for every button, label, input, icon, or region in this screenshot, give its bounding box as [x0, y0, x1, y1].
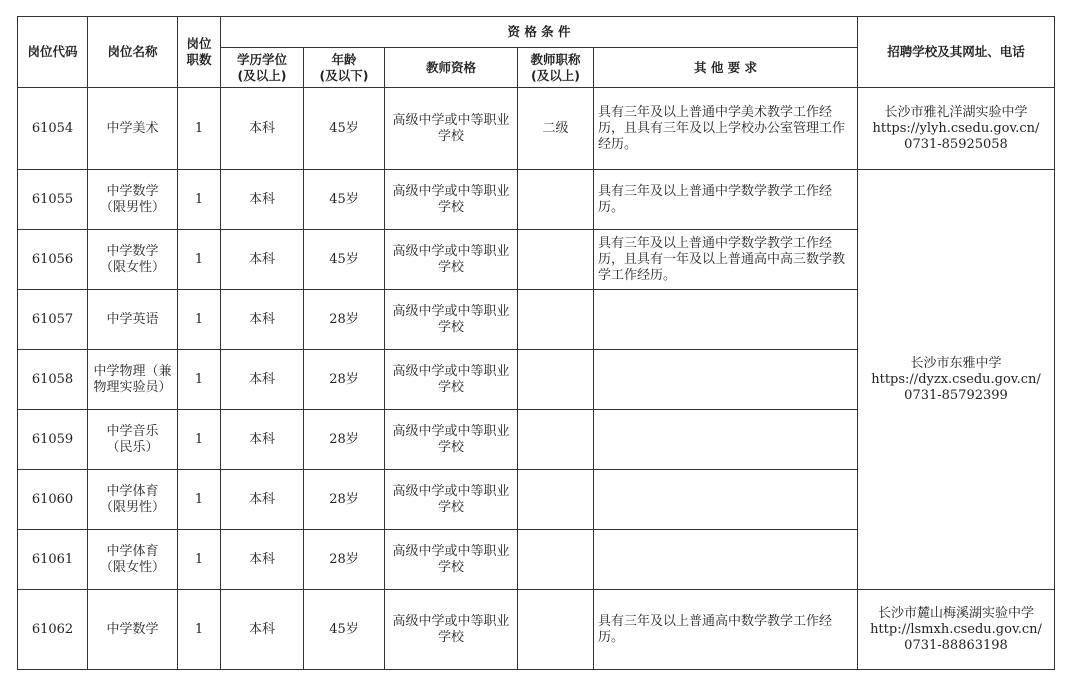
- header-name: 岗位名称: [88, 17, 178, 88]
- cell-name: 中学数学 （限男性）: [88, 170, 178, 230]
- cell-age: 45岁: [304, 88, 385, 170]
- header-school: 招聘学校及其网址、电话: [858, 17, 1055, 88]
- header-teacher-cert: 教师资格: [385, 48, 518, 88]
- cell-other: 具有三年及以上普通中学数学教学工作经历。: [594, 170, 858, 230]
- cell-name: 中学数学 （限女性）: [88, 230, 178, 290]
- school-phone: 0731-88863198: [904, 637, 1008, 653]
- cell-name: 中学美术: [88, 88, 178, 170]
- cell-other: 具有三年及以上普通中学美术教学工作经历，且具有三年及以上学校办公室管理工作经历。: [594, 88, 858, 170]
- cell-age: 28岁: [304, 290, 385, 350]
- school-name: 长沙市东雅中学: [910, 355, 1002, 371]
- cell-count: 1: [178, 530, 221, 590]
- cell-age: 28岁: [304, 470, 385, 530]
- cell-age: 28岁: [304, 350, 385, 410]
- cell-title: [518, 170, 594, 230]
- cell-code: 61062: [18, 590, 88, 670]
- school-url: https://ylyh.csedu.gov.cn/: [872, 120, 1040, 136]
- cell-code: 61055: [18, 170, 88, 230]
- cell-education: 本科: [221, 470, 304, 530]
- cell-cert: 高级中学或中等职业 学校: [385, 88, 518, 170]
- table-row: [18, 88, 1055, 170]
- header-qualifications: 资 格 条 件: [221, 17, 858, 48]
- cell-title: [518, 230, 594, 290]
- cell-other: [594, 290, 858, 350]
- cell-name: 中学体育 （限女性）: [88, 530, 178, 590]
- cell-count: 1: [178, 290, 221, 350]
- cell-code: 61056: [18, 230, 88, 290]
- cell-cert: 高级中学或中等职业 学校: [385, 170, 518, 230]
- cell-cert: 高级中学或中等职业 学校: [385, 230, 518, 290]
- cell-code: 61061: [18, 530, 88, 590]
- cell-cert: 高级中学或中等职业 学校: [385, 470, 518, 530]
- cell-count: 1: [178, 410, 221, 470]
- school-name: 长沙市雅礼洋湖实验中学: [884, 104, 1028, 120]
- school-phone: 0731-85792399: [904, 387, 1008, 403]
- cell-count: 1: [178, 350, 221, 410]
- cell-name: 中学物理（兼 物理实验员）: [88, 350, 178, 410]
- cell-age: 28岁: [304, 410, 385, 470]
- cell-cert: 高级中学或中等职业 学校: [385, 530, 518, 590]
- cell-title: [518, 290, 594, 350]
- cell-count: 1: [178, 590, 221, 670]
- cell-other: 具有三年及以上普通高中数学教学工作经历。: [594, 590, 858, 670]
- cell-age: 45岁: [304, 230, 385, 290]
- cell-title: [518, 410, 594, 470]
- cell-education: 本科: [221, 170, 304, 230]
- header-other: 其 他 要 求: [594, 48, 858, 88]
- cell-school: [858, 88, 1055, 170]
- cell-count: 1: [178, 470, 221, 530]
- cell-code: 61054: [18, 88, 88, 170]
- cell-other: [594, 350, 858, 410]
- cell-title: [518, 530, 594, 590]
- cell-age: 45岁: [304, 590, 385, 670]
- cell-school: [858, 170, 1055, 590]
- cell-other: [594, 530, 858, 590]
- cell-education: 本科: [221, 410, 304, 470]
- cell-name: 中学英语: [88, 290, 178, 350]
- cell-other: 具有三年及以上普通中学数学教学工作经历，且具有一年及以上普通高中高三数学教学工作经历。: [594, 230, 858, 290]
- cell-code: 61059: [18, 410, 88, 470]
- header-age: 年龄 (及以下): [304, 48, 385, 88]
- cell-title: [518, 590, 594, 670]
- cell-title: [518, 350, 594, 410]
- cell-title: [518, 470, 594, 530]
- cell-age: 28岁: [304, 530, 385, 590]
- school-name: 长沙市麓山梅溪湖实验中学: [877, 605, 1034, 621]
- cell-other: [594, 410, 858, 470]
- cell-cert: 高级中学或中等职业 学校: [385, 410, 518, 470]
- cell-education: 本科: [221, 590, 304, 670]
- cell-count: 1: [178, 170, 221, 230]
- cell-education: 本科: [221, 88, 304, 170]
- header-teacher-title: 教师职称 (及以上): [518, 48, 594, 88]
- cell-code: 61058: [18, 350, 88, 410]
- header-education: 学历学位 (及以上): [221, 48, 304, 88]
- cell-code: 61060: [18, 470, 88, 530]
- cell-education: 本科: [221, 230, 304, 290]
- cell-title: 二级: [518, 88, 594, 170]
- cell-age: 45岁: [304, 170, 385, 230]
- cell-education: 本科: [221, 290, 304, 350]
- header-code: 岗位代码: [18, 17, 88, 88]
- cell-code: 61057: [18, 290, 88, 350]
- school-url: https://dyzx.csedu.gov.cn/: [871, 371, 1041, 387]
- cell-education: 本科: [221, 530, 304, 590]
- cell-name: 中学体育 （限男性）: [88, 470, 178, 530]
- school-url: http://lsmxh.csedu.gov.cn/: [870, 621, 1042, 637]
- cell-count: 1: [178, 230, 221, 290]
- table-row: [18, 170, 1055, 230]
- cell-cert: 高级中学或中等职业 学校: [385, 350, 518, 410]
- table-row: [18, 590, 1055, 670]
- cell-other: [594, 470, 858, 530]
- recruitment-table: [17, 16, 1055, 670]
- cell-education: 本科: [221, 350, 304, 410]
- cell-name: 中学数学: [88, 590, 178, 670]
- header-count: 岗位 职数: [178, 17, 221, 88]
- school-phone: 0731-85925058: [904, 136, 1008, 152]
- cell-name: 中学音乐 （民乐）: [88, 410, 178, 470]
- cell-count: 1: [178, 88, 221, 170]
- cell-school: [858, 590, 1055, 670]
- cell-cert: 高级中学或中等职业 学校: [385, 590, 518, 670]
- cell-cert: 高级中学或中等职业 学校: [385, 290, 518, 350]
